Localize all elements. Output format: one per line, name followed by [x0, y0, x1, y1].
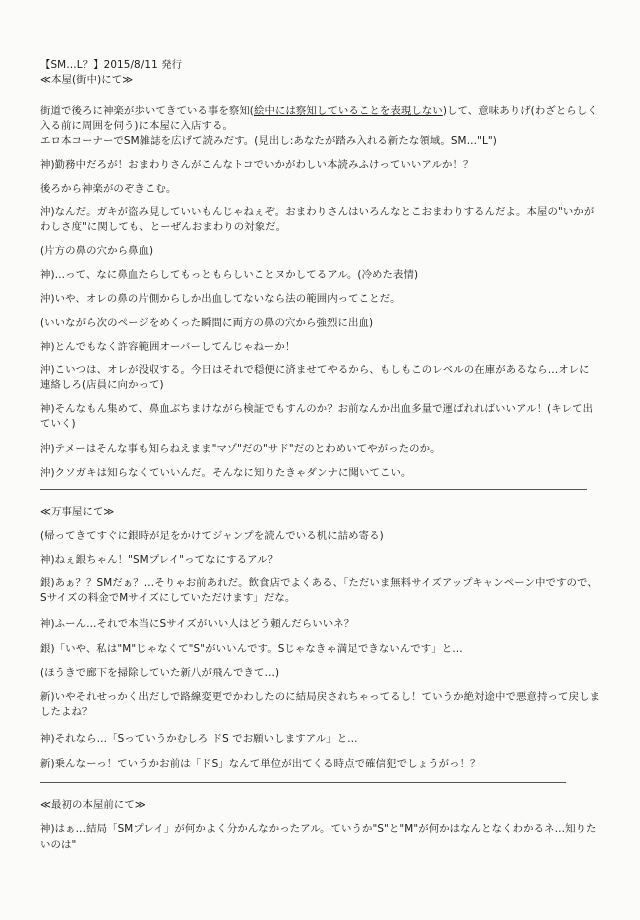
- script-line: 神)ふーん…それで本当にSサイズがいい人はどう頼んだらいいネ？: [40, 618, 355, 630]
- section-heading: ≪本屋(街中)にて≫: [40, 74, 134, 86]
- script-line: 神)とんでもなく許容範囲オーバーしてんじゃねーか！: [40, 341, 296, 353]
- issue-header: 【SM…L？】2015/8/11 発行: [40, 59, 183, 71]
- script-line: [40, 104, 600, 133]
- underlined-note: 絵中には察知していることを表現しない: [253, 105, 443, 117]
- script-line: 神)ねぇ銀ちゃん！"SMプレイ"ってなにするアル？: [40, 554, 279, 566]
- script-line: 沖)クソガキは知らなくていいんだ。そんなに知りたきゃダンナに聞いてこい。: [40, 467, 412, 479]
- script-line: 沖)テメーはそんな事も知らねえまま"マゾ"だの"サド"だのとわめいてやがったのか。: [40, 443, 441, 455]
- section-heading: ≪最初の本屋前にて≫: [40, 799, 146, 811]
- script-line: (いいながら次のページをめくった瞬間に両方の鼻の穴から強烈に出血): [40, 317, 374, 329]
- script-line: (帰ってきてすぐに銀時が足をかけてジャンプを読んでいる机に詰め寄る): [40, 530, 384, 542]
- script-line: エロ本コーナーでSM雑誌を広げて読みだす。(見出し:あなたが踏み入れる新たな領域。SM…"L"): [40, 135, 497, 147]
- script-line: (片方の鼻の穴から鼻血): [40, 245, 154, 257]
- script-line: 神)それなら…「Sっていうかむしろ ドS でお願いしますアル」と…: [40, 733, 358, 745]
- line-text: )して、意味ありげ(わざとらしく入る前に周囲を伺う)に本屋に入店する。: [40, 105, 598, 132]
- script-line: 神)はぁ…結局「SMプレイ」が何かよく分かんなかったアル。ていうか"S"と"M"が何かはなんとなくわかるネ…知りたいのは": [40, 823, 597, 851]
- script-line: 沖)なんだ。ガキが盗み見していいもんじゃねぇぞ。おまわりさんはいろんなとこおまわりするんだよ。本屋の"いかがわしさ度"に関しても、とーぜんおまわりの対象だ。: [40, 206, 595, 233]
- section-heading: ≪万事屋にて≫: [40, 506, 115, 518]
- script-line: 新)いやそれせっかく出だしで路線変更でかわしたのに結局戻されちゃってるし！ていうか絶対途中で悪意持って戻しましたよね？: [40, 691, 600, 718]
- script-line: 銀)あぁ？？SMだぁ？…そりゃお前あれだ。飲食店でよくある、「ただいま無料サイズアップキャンペーン中ですので、Sサイズの料金でMサイズにしていただけます」だな。: [40, 577, 598, 604]
- script-line: 神)そんなもん集めて、鼻血ぶちまけながら検証でもすんのか？お前なんか出血多量で運ばれればいいアル！(キレて出ていく): [40, 403, 594, 430]
- script-line: 神)勤務中だろが！おまわりさんがこんなトコでいかがわしい本読みふけっていいアルか！？: [40, 159, 474, 171]
- divider: [40, 782, 566, 783]
- script-line: 後ろから神楽がのぞきこむ。: [40, 183, 177, 195]
- script-line: 神)…って、なに鼻血たらしてもっともらしいことヌかしてるアル。(冷めた表情): [40, 269, 419, 281]
- script-line: 新)乗んなーっ！ていうかお前は「ドS」なんて単位が出てくる時点で確信犯でしょうがっ！？: [40, 758, 481, 770]
- script-line: (ほうきで廊下を掃除していた新八が飛んできて…): [40, 667, 280, 679]
- line-text: 街道で後ろに神楽が歩いてきている事を察知(: [40, 105, 254, 117]
- script-line: 沖)いや、オレの鼻の片側からしか出血してないなら法の範囲内ってことだ。: [40, 293, 401, 305]
- script-line: 沖)こいつは、オレが没収する。今日はそれで穏便に済ませてやるから、もしもこのレベルの在庫があるなら…オレに連絡しろ(店員に向かって): [40, 364, 590, 391]
- script-line: 銀)「いや、私は"M"じゃなくて"S"がいいんです。Sじゃなきゃ満足できないんです」と…: [40, 643, 463, 655]
- divider: [40, 489, 587, 490]
